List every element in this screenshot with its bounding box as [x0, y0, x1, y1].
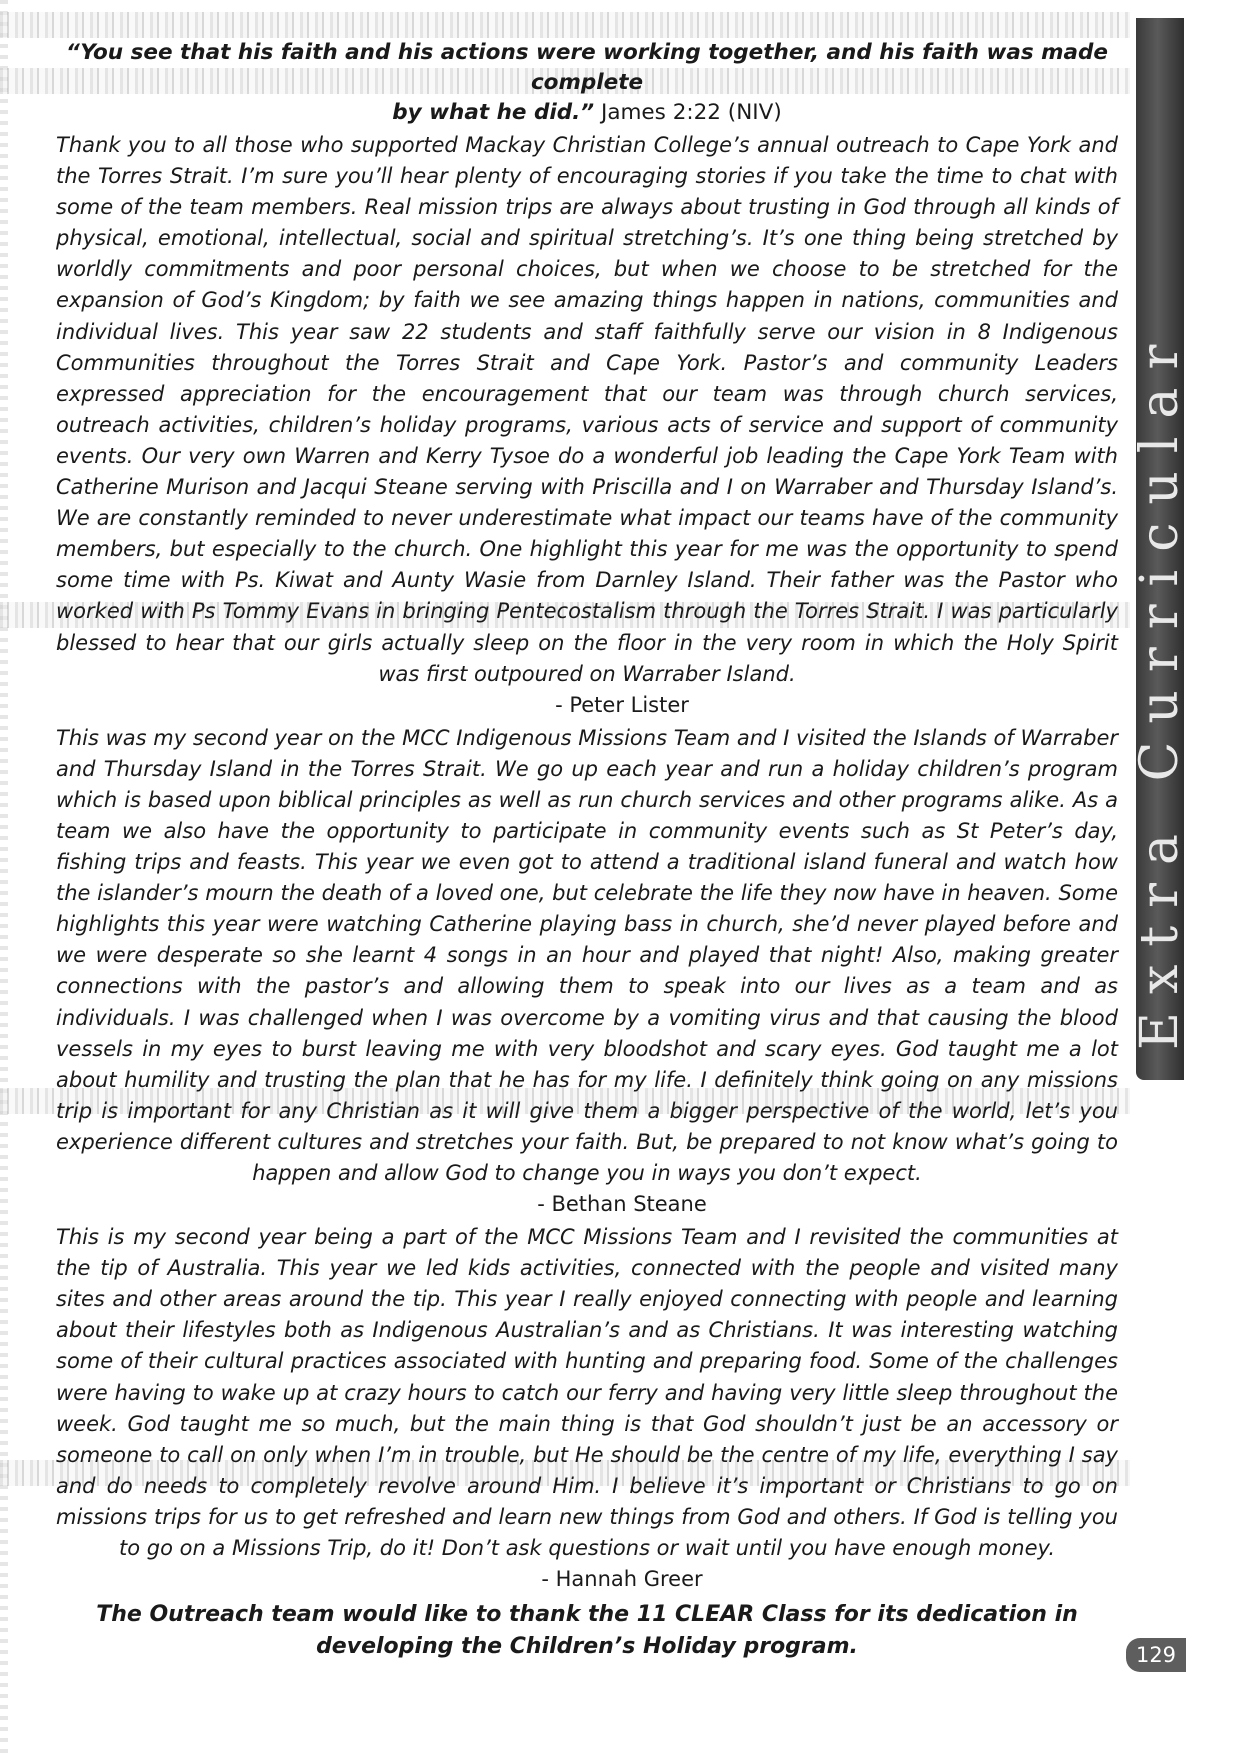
side-tab-label: Extra Curricular: [1130, 326, 1190, 1050]
testimony-body-peter: Thank you to all those who supported Mackay Christian College’s annual outreach to Cape York and the Torres Strait. I’m sure you’ll hear plenty of encouraging stories if you take the time to chat with some of the team members. Real mission trips are always about trusting in God through all kinds of physical, emotional, intellectual, social and spiritual stretching’s. It’s one thing being stretched by worldly commitments and poor personal choices, but when we choose to be stretched for the expansion of God’s Kingdom; by faith we see amazing things happen in nations, communities and individual lives. This year saw 22 students and staff faithfully serve our vision in 8 Indigenous Communities throughout the Torres Strait and Cape York. Pastor’s and community Leaders expressed appreciation for the encouragement that our team was through church services, outreach activities, children’s holiday programs, various acts of service and support of community events. Our very own Warren and Kerry Tysoe do a wonderful job leading the Cape York Team with Catherine Murison and Jacqui Steane serving with Priscilla and I on Warraber and Thursday Island’s. We are constantly reminded to never underestimate what impact our teams have of the community members, but especially to the church. One highlight this year for me was the opportunity to spend some time with Ps. Kiwat and Aunty Wasie from Darnley Island. Their father was the Pastor who worked with Ps Tommy Evans in bringing Pentecostalism through the Torres Strait. I was particularly blessed to hear that our girls actually sleep on the floor in the very room in which the Holy Spirit was first outpoured on Warraber Island.: [56, 133, 1118, 686]
testimony-author-bethan: - Bethan Steane: [537, 1192, 707, 1217]
page-edge-texture: [0, 0, 8, 1754]
section-side-tab: [1130, 18, 1190, 1080]
quote-line-2: by what he did.”: [392, 100, 595, 125]
quote-reference: James 2:22 (NIV): [594, 100, 782, 125]
quote-line-1: “You see that his faith and his actions were working together, and his faith was made complete: [65, 40, 1109, 95]
testimony-body-bethan: This was my second year on the MCC Indigenous Missions Team and I visited the Islands of Warraber and Thursday Island in the Torres Strait. We go up each year and run a holiday children’s program which is based upon biblical principles as well as run church services and other programs alike. As a team we also have the opportunity to participate in community events such as St Peter’s day, fishing trips and feasts. This year we even got to attend a traditional island funeral and watch how the islander’s mourn the death of a loved one, but celebrate the life they now have in heaven. Some highlights this year were watching Catherine playing bass in church, she’d never played before and we were desperate so she learnt 4 songs in an hour and played that night! Also, making greater connections with the pastor’s and allowing them to speak into our lives as a team and as individuals. I was challenged when I was overcome by a vomiting virus and that causing the blood vessels in my eyes to burst leaving me with very bloodshot and scary eyes. God taught me a lot about humility and trusting the plan that he has for my life. I definitely think going on any missions trip is important for any Christian as it will give them a bigger perspective of the world, let’s you experience different cultures and stretches your faith. But, be prepared to not know what’s going to happen and allow God to change you in ways you don’t expect.: [56, 725, 1118, 1185]
testimony-author-peter: - Peter Lister: [555, 692, 689, 717]
article-content: [56, 38, 1118, 1663]
grunge-band-top: [0, 12, 1130, 38]
scripture-quote: [56, 38, 1118, 128]
testimony-body-hannah: This is my second year being a part of the MCC Missions Team and I revisited the communities at the tip of Australia. This year we led kids activities, connected with the people and visited many sites and other areas around the tip. This year I really enjoyed connecting with people and learning about their lifestyles both as Indigenous Australian’s and as Christians. It was interesting watching some of their cultural practices associated with hunting and preparing food. Some of the challenges were having to wake up at crazy hours to catch our ferry and having very little sleep throughout the week. God taught me so much, but the main thing is that God shouldn’t just be an accessory or someone to call on only when I’m in trouble, but He should be the centre of my life, everything I say and do needs to completely revolve around Him. I believe it’s important or Christians to go on missions trips for us to get refreshed and learn new things from God and others. If God is telling you to go on a Missions Trip, do it! Don’t ask questions or wait until you have enough money.: [56, 1225, 1118, 1561]
testimony-author-hannah: - Hannah Greer: [541, 1567, 703, 1592]
closing-thanks: The Outreach team would like to thank the 11 CLEAR Class for its dedication in developing the Children’s Holiday program.: [96, 1602, 1078, 1660]
page-number: 129: [1126, 1638, 1186, 1672]
